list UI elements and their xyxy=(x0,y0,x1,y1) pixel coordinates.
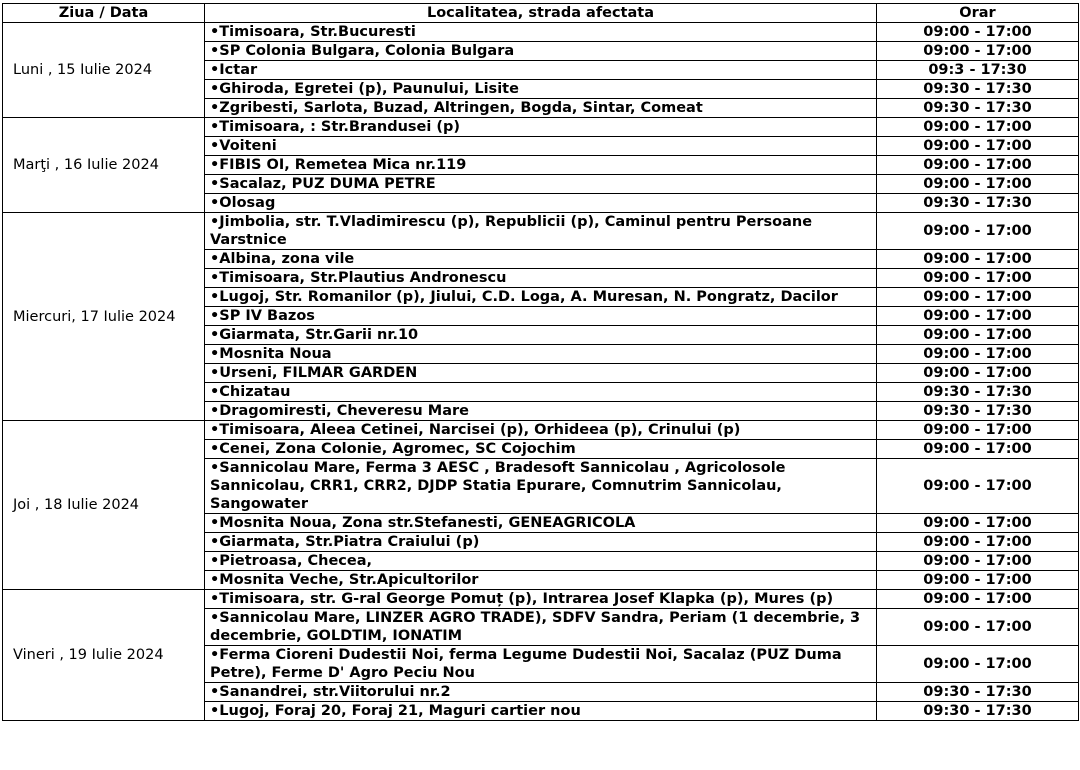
hours-cell: 09:00 - 17:00 xyxy=(877,571,1079,590)
schedule-document xyxy=(2,3,1079,721)
hours-cell: 09:00 - 17:00 xyxy=(877,609,1079,646)
location-cell: •Giarmata, Str.Garii nr.10 xyxy=(205,326,877,345)
hours-cell: 09:30 - 17:30 xyxy=(877,80,1079,99)
location-cell: •Timisoara, str. G-ral George Pomuț (p), Intrarea Josef Klapka (p), Mures (p) xyxy=(205,590,877,609)
hours-cell: 09:30 - 17:30 xyxy=(877,194,1079,213)
location-cell: •Cenei, Zona Colonie, Agromec, SC Cojochim xyxy=(205,440,877,459)
hours-cell: 09:00 - 17:00 xyxy=(877,23,1079,42)
table-header-row xyxy=(3,4,1079,23)
location-cell: •SP Colonia Bulgara, Colonia Bulgara xyxy=(205,42,877,61)
hours-cell: 09:00 - 17:00 xyxy=(877,440,1079,459)
location-cell: •SP IV Bazos xyxy=(205,307,877,326)
day-label: Luni , 15 Iulie 2024 xyxy=(3,23,205,118)
hours-cell: 09:00 - 17:00 xyxy=(877,514,1079,533)
hours-cell: 09:00 - 17:00 xyxy=(877,213,1079,250)
day-label: Vineri , 19 Iulie 2024 xyxy=(3,590,205,721)
location-cell: •FIBIS OI, Remetea Mica nr.119 xyxy=(205,156,877,175)
hours-cell: 09:30 - 17:30 xyxy=(877,702,1079,721)
header-day: Ziua / Data xyxy=(3,4,205,23)
table-row xyxy=(3,590,1079,609)
location-cell: •Sacalaz, PUZ DUMA PETRE xyxy=(205,175,877,194)
location-cell: •Albina, zona vile xyxy=(205,250,877,269)
hours-cell: 09:30 - 17:30 xyxy=(877,99,1079,118)
location-cell: •Zgribesti, Sarlota, Buzad, Altringen, Bogda, Sintar, Comeat xyxy=(205,99,877,118)
location-cell: •Timisoara, Str.Plautius Andronescu xyxy=(205,269,877,288)
hours-cell: 09:00 - 17:00 xyxy=(877,345,1079,364)
location-cell: •Mosnita Veche, Str.Apicultorilor xyxy=(205,571,877,590)
hours-cell: 09:00 - 17:00 xyxy=(877,326,1079,345)
hours-cell: 09:00 - 17:00 xyxy=(877,42,1079,61)
hours-cell: 09:00 - 17:00 xyxy=(877,269,1079,288)
location-cell: •Mosnita Noua, Zona str.Stefanesti, GENEAGRICOLA xyxy=(205,514,877,533)
hours-cell: 09:00 - 17:00 xyxy=(877,118,1079,137)
hours-cell: 09:00 - 17:00 xyxy=(877,307,1079,326)
location-cell: •Lugoj, Foraj 20, Foraj 21, Maguri cartier nou xyxy=(205,702,877,721)
location-cell: •Ictar xyxy=(205,61,877,80)
day-label: Joi , 18 Iulie 2024 xyxy=(3,421,205,590)
hours-cell: 09:00 - 17:00 xyxy=(877,137,1079,156)
location-cell: •Chizatau xyxy=(205,383,877,402)
hours-cell: 09:30 - 17:30 xyxy=(877,402,1079,421)
location-cell: •Pietroasa, Checea, xyxy=(205,552,877,571)
table-row xyxy=(3,118,1079,137)
table-row xyxy=(3,421,1079,440)
header-hours: Orar xyxy=(877,4,1079,23)
hours-cell: 09:00 - 17:00 xyxy=(877,590,1079,609)
outage-schedule-table xyxy=(2,3,1079,721)
hours-cell: 09:00 - 17:00 xyxy=(877,288,1079,307)
day-label: Miercuri, 17 Iulie 2024 xyxy=(3,213,205,421)
day-label: Marţi , 16 Iulie 2024 xyxy=(3,118,205,213)
hours-cell: 09:00 - 17:00 xyxy=(877,175,1079,194)
location-cell: •Timisoara, Aleea Cetinei, Narcisei (p), Orhideea (p), Crinului (p) xyxy=(205,421,877,440)
location-cell: •Olosag xyxy=(205,194,877,213)
location-cell: •Sannicolau Mare, Ferma 3 AESC , Bradesoft Sannicolau , Agricolosole Sannicolau, CRR1, CRR2, DJDP Statia Epurare, Comnutrim Sannicolau, Sangowater xyxy=(205,459,877,514)
location-cell: •Ferma Cioreni Dudestii Noi, ferma Legume Dudestii Noi, Sacalaz (PUZ Duma Petre), Ferme D' Agro Peciu Nou xyxy=(205,646,877,683)
location-cell: •Sanandrei, str.Viitorului nr.2 xyxy=(205,683,877,702)
hours-cell: 09:30 - 17:30 xyxy=(877,383,1079,402)
location-cell: •Lugoj, Str. Romanilor (p), Jiului, C.D. Loga, A. Muresan, N. Pongratz, Dacilor xyxy=(205,288,877,307)
hours-cell: 09:00 - 17:00 xyxy=(877,156,1079,175)
hours-cell: 09:00 - 17:00 xyxy=(877,421,1079,440)
location-cell: •Ghiroda, Egretei (p), Paunului, Lisite xyxy=(205,80,877,99)
header-location: Localitatea, strada afectata xyxy=(205,4,877,23)
location-cell: •Timisoara, Str.Bucuresti xyxy=(205,23,877,42)
location-cell: •Urseni, FILMAR GARDEN xyxy=(205,364,877,383)
location-cell: •Voiteni xyxy=(205,137,877,156)
location-cell: •Giarmata, Str.Piatra Craiului (p) xyxy=(205,533,877,552)
hours-cell: 09:3 - 17:30 xyxy=(877,61,1079,80)
table-row xyxy=(3,23,1079,42)
hours-cell: 09:30 - 17:30 xyxy=(877,683,1079,702)
location-cell: •Jimbolia, str. T.Vladimirescu (p), Republicii (p), Caminul pentru Persoane Varstnice xyxy=(205,213,877,250)
location-cell: •Sannicolau Mare, LINZER AGRO TRADE), SDFV Sandra, Periam (1 decembrie, 3 decembrie, GOLDTIM, IONATIM xyxy=(205,609,877,646)
hours-cell: 09:00 - 17:00 xyxy=(877,250,1079,269)
hours-cell: 09:00 - 17:00 xyxy=(877,646,1079,683)
table-row xyxy=(3,213,1079,250)
hours-cell: 09:00 - 17:00 xyxy=(877,459,1079,514)
table-body xyxy=(3,23,1079,721)
location-cell: •Mosnita Noua xyxy=(205,345,877,364)
hours-cell: 09:00 - 17:00 xyxy=(877,533,1079,552)
hours-cell: 09:00 - 17:00 xyxy=(877,364,1079,383)
location-cell: •Timisoara, : Str.Brandusei (p) xyxy=(205,118,877,137)
location-cell: •Dragomiresti, Cheveresu Mare xyxy=(205,402,877,421)
hours-cell: 09:00 - 17:00 xyxy=(877,552,1079,571)
